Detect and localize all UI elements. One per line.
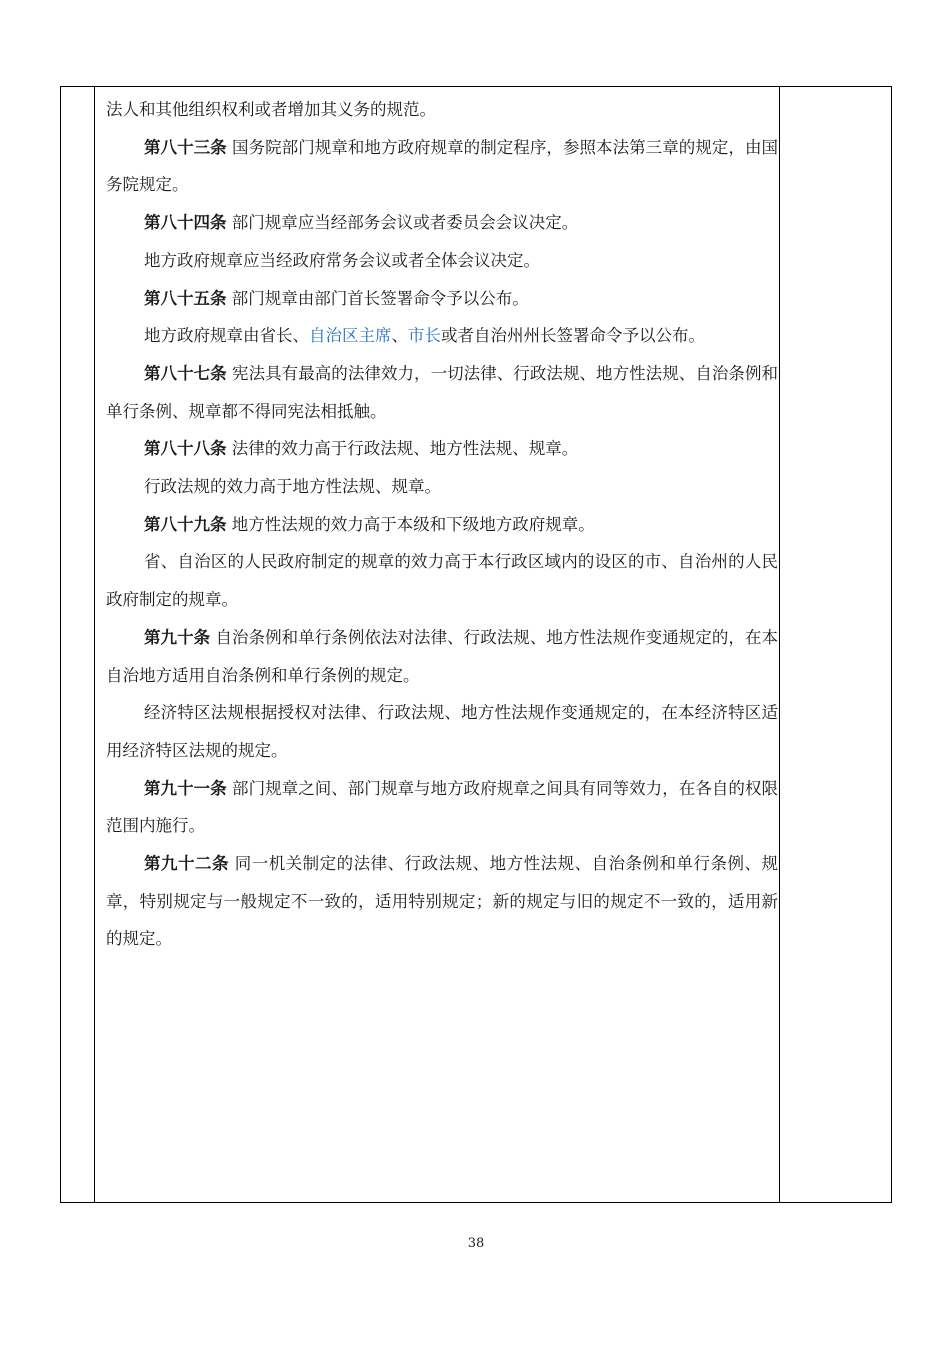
article-heading: 第八十八条 xyxy=(144,439,227,459)
article-heading: 第八十七条 xyxy=(144,363,227,383)
paragraph: 省、自治区的人民政府制定的规章的效力高于本行政区域内的设区的市、自治州的人民政府制定的规章。 xyxy=(106,552,778,610)
article-87: 第八十七条 宪法具有最高的法律效力，一切法律、行政法规、地方性法规、自治条例和单行条例、规章都不得同宪法相抵触。 xyxy=(106,363,778,421)
paragraph: 地方政府规章应当经政府常务会议或者全体会议决定。 xyxy=(144,250,540,270)
article-heading: 第八十三条 xyxy=(144,137,227,157)
link-mayor[interactable]: 市长 xyxy=(408,326,441,346)
table-left-column-divider xyxy=(94,87,95,1202)
document-table xyxy=(60,86,892,1203)
article-85: 第八十五条 部门规章由部门首长签署命令予以公布。 xyxy=(144,288,529,308)
article-text xyxy=(106,91,778,958)
article-heading: 第八十四条 xyxy=(144,213,227,233)
article-heading: 第八十五条 xyxy=(144,288,227,308)
link-autonomous-region-chairman[interactable]: 自治区主席 xyxy=(309,326,392,346)
paragraph: 行政法规的效力高于地方性法规、规章。 xyxy=(144,477,441,497)
paragraph: 法人和其他组织权利或者增加其义务的规范。 xyxy=(106,100,436,119)
article-89: 第八十九条 地方性法规的效力高于本级和下级地方政府规章。 xyxy=(144,514,595,534)
article-heading: 第九十二条 xyxy=(144,854,229,874)
article-90: 第九十条 自治条例和单行条例依法对法律、行政法规、地方性法规作变通规定的，在本自治地方适用自治条例和单行条例的规定。 xyxy=(106,627,778,685)
article-83: 第八十三条 国务院部门规章和地方政府规章的制定程序，参照本法第三章的规定，由国务院规定。 xyxy=(106,137,778,195)
article-heading: 第八十九条 xyxy=(144,514,227,534)
table-right-column-divider xyxy=(779,87,780,1202)
page-number: 38 xyxy=(467,1236,485,1251)
paragraph: 地方政府规章由省长、自治区主席、市长或者自治州州长签署命令予以公布。 xyxy=(144,326,705,346)
article-heading: 第九十一条 xyxy=(144,778,227,798)
article-84: 第八十四条 部门规章应当经部务会议或者委员会会议决定。 xyxy=(144,213,579,233)
article-88: 第八十八条 法律的效力高于行政法规、地方性法规、规章。 xyxy=(144,439,579,459)
paragraph: 经济特区法规根据授权对法律、行政法规、地方性法规作变通规定的，在本经济特区适用经济特区法规的规定。 xyxy=(106,703,778,760)
article-91: 第九十一条 部门规章之间、部门规章与地方政府规章之间具有同等效力，在各自的权限范围内施行。 xyxy=(106,778,778,836)
article-92: 第九十二条 同一机关制定的法律、行政法规、地方性法规、自治条例和单行条例、规章，特别规定与一般规定不一致的，适用特别规定；新的规定与旧的规定不一致的，适用新的规定。 xyxy=(106,854,778,949)
article-heading: 第九十条 xyxy=(144,627,211,647)
